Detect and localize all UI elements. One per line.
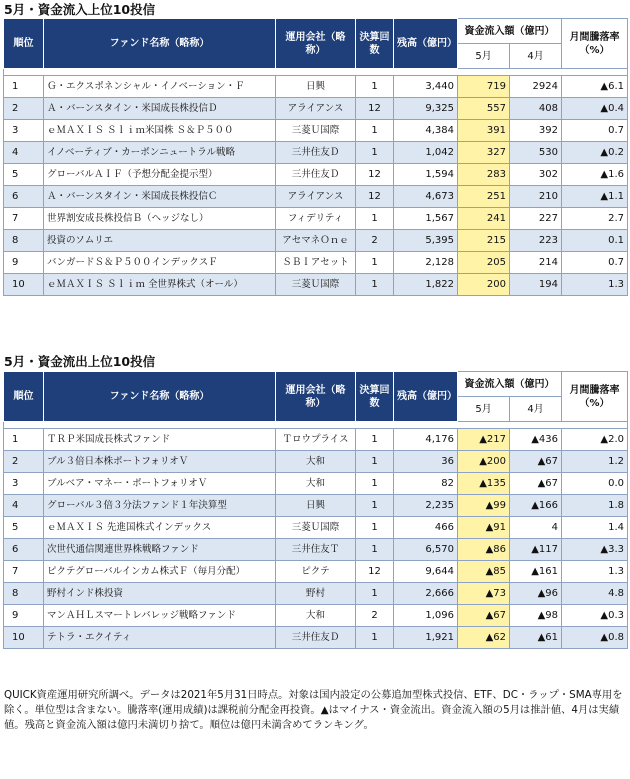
may-flow-cell: 215	[458, 230, 510, 252]
rank-cell: 1	[4, 429, 44, 451]
settlement-count-cell: 1	[356, 274, 394, 296]
rank-cell: 8	[4, 583, 44, 605]
rank-cell: 5	[4, 164, 44, 186]
table-row	[4, 252, 628, 274]
company-cell: 三菱Ｕ国際	[276, 517, 356, 539]
april-flow-cell: 227	[510, 208, 562, 230]
rank-cell: 6	[4, 539, 44, 561]
fund-name-cell: グローバルＡＩＦ（予想分配金提示型）	[44, 164, 276, 186]
fund-name-cell: グローバル３倍３分法ファンド１年決算型	[44, 495, 276, 517]
may-flow-cell: ▲62	[458, 627, 510, 649]
table-row	[4, 98, 628, 120]
rank-cell: 4	[4, 495, 44, 517]
table-row	[4, 274, 628, 296]
may-flow-cell: ▲67	[458, 605, 510, 627]
settlement-count-cell: 1	[356, 252, 394, 274]
monthly-return-cell: 4.8	[562, 583, 628, 605]
settlement-count-cell: 1	[356, 76, 394, 98]
rank-cell: 1	[4, 76, 44, 98]
header-fund-name: ファンド名称（略称）	[44, 372, 276, 422]
company-cell: 野村	[276, 583, 356, 605]
company-cell: 三菱Ｕ国際	[276, 274, 356, 296]
april-flow-cell: 194	[510, 274, 562, 296]
balance-cell: 1,096	[394, 605, 458, 627]
footnote: QUICK資産運用研究所調べ。データは2021年5月31日時点。対象は国内設定の公募追加型株式投信、ETF、DC・ラップ・SMA専用を除く。単位型は含まない。騰落率(運用成績)は課税前分配金再投資。▲はマイナス・資金流出。資金流入額の5月は推計値、4月は実績値。残高と資金流入額は億円未満切り捨て。順位は億円未満含めてランキング。	[4, 689, 623, 731]
fund-name-cell: ｅＭＡＸＩＳ Ｓｌｉｍ米国株 Ｓ＆Ｐ５００	[44, 120, 276, 142]
may-flow-cell: ▲135	[458, 473, 510, 495]
table-row	[4, 539, 628, 561]
balance-cell: 5,395	[394, 230, 458, 252]
company-cell: 大和	[276, 451, 356, 473]
company-cell: 三井住友Ｄ	[276, 142, 356, 164]
balance-cell: 2,666	[394, 583, 458, 605]
monthly-return-cell: 0.1	[562, 230, 628, 252]
company-cell: Ｔロウプライス	[276, 429, 356, 451]
april-flow-cell: 223	[510, 230, 562, 252]
table-row	[4, 583, 628, 605]
fund-name-cell: 野村インド株投資	[44, 583, 276, 605]
settlement-count-cell: 1	[356, 429, 394, 451]
company-cell: アライアンス	[276, 98, 356, 120]
settlement-count-cell: 1	[356, 451, 394, 473]
april-flow-cell: 210	[510, 186, 562, 208]
may-flow-cell: ▲73	[458, 583, 510, 605]
table-row	[4, 76, 628, 98]
rank-cell: 7	[4, 561, 44, 583]
table-row	[4, 605, 628, 627]
balance-cell: 9,644	[394, 561, 458, 583]
table-row	[4, 561, 628, 583]
april-flow-cell: ▲67	[510, 473, 562, 495]
company-cell: 三菱Ｕ国際	[276, 120, 356, 142]
rank-cell: 10	[4, 274, 44, 296]
spacer-row	[4, 422, 628, 429]
monthly-return-cell: 1.3	[562, 561, 628, 583]
april-flow-cell: ▲61	[510, 627, 562, 649]
may-flow-cell: 557	[458, 98, 510, 120]
may-flow-cell: ▲86	[458, 539, 510, 561]
table-row	[4, 473, 628, 495]
company-cell: 三井住友Ｄ	[276, 164, 356, 186]
settlement-count-cell: 12	[356, 561, 394, 583]
april-flow-cell: 392	[510, 120, 562, 142]
monthly-return-cell: 1.4	[562, 517, 628, 539]
company-cell: 三井住友Ｔ	[276, 539, 356, 561]
table-row	[4, 186, 628, 208]
rank-cell: 2	[4, 98, 44, 120]
may-flow-cell: 283	[458, 164, 510, 186]
rank-cell: 8	[4, 230, 44, 252]
fund-name-cell: テトラ・エクイティ	[44, 627, 276, 649]
header-cash-flow: 資金流入額（億円）	[458, 19, 562, 44]
monthly-return-cell: 1.2	[562, 451, 628, 473]
monthly-return-cell: ▲1.6	[562, 164, 628, 186]
balance-cell: 1,567	[394, 208, 458, 230]
rank-cell: 6	[4, 186, 44, 208]
company-cell: 大和	[276, 473, 356, 495]
april-flow-cell: 2924	[510, 76, 562, 98]
fund-name-cell: Ａ・バーンスタイン・米国成長株投信Ｃ	[44, 186, 276, 208]
rank-cell: 2	[4, 451, 44, 473]
monthly-return-cell: 0.7	[562, 252, 628, 274]
fund-name-cell: 投資のソムリエ	[44, 230, 276, 252]
april-flow-cell: 214	[510, 252, 562, 274]
settlement-count-cell: 12	[356, 186, 394, 208]
header-company: 運用会社（略称）	[276, 372, 356, 422]
balance-cell: 3,440	[394, 76, 458, 98]
may-flow-cell: 205	[458, 252, 510, 274]
header-settlements: 決算回数	[356, 372, 394, 422]
fund-name-cell: ピクテグローバルインカム株式Ｆ（毎月分配）	[44, 561, 276, 583]
fund-name-cell: Ｇ・エクスポネンシャル・イノベーション・Ｆ	[44, 76, 276, 98]
monthly-return-cell: 0.0	[562, 473, 628, 495]
april-flow-cell: ▲98	[510, 605, 562, 627]
rank-cell: 4	[4, 142, 44, 164]
april-flow-cell: 530	[510, 142, 562, 164]
balance-cell: 36	[394, 451, 458, 473]
company-cell: 日興	[276, 495, 356, 517]
table-row	[4, 230, 628, 252]
monthly-return-cell: ▲0.3	[562, 605, 628, 627]
balance-cell: 466	[394, 517, 458, 539]
header-monthly-return: 月間騰落率（%）	[562, 372, 628, 422]
fund-name-cell: ｅＭＡＸＩＳ Ｓｌｉｍ 全世界株式（オール）	[44, 274, 276, 296]
monthly-return-cell: ▲0.4	[562, 98, 628, 120]
spacer-row	[4, 69, 628, 76]
table-row	[4, 627, 628, 649]
fund-name-cell: ｅＭＡＸＩＳ 先進国株式インデックス	[44, 517, 276, 539]
may-flow-cell: ▲91	[458, 517, 510, 539]
monthly-return-cell: ▲6.1	[562, 76, 628, 98]
fund-name-cell: マンＡＨＬスマートレバレッジ戦略ファンド	[44, 605, 276, 627]
monthly-return-cell: ▲3.3	[562, 539, 628, 561]
table-row	[4, 451, 628, 473]
may-flow-cell: 327	[458, 142, 510, 164]
table-row	[4, 517, 628, 539]
table-row	[4, 120, 628, 142]
header-rank: 順位	[4, 19, 44, 69]
fund-name-cell: バンガードＳ＆Ｐ５００インデックスＦ	[44, 252, 276, 274]
rank-cell: 9	[4, 252, 44, 274]
balance-cell: 82	[394, 473, 458, 495]
table-row	[4, 495, 628, 517]
settlement-count-cell: 1	[356, 627, 394, 649]
header-balance: 残高（億円）	[394, 372, 458, 422]
april-flow-cell: ▲161	[510, 561, 562, 583]
may-flow-cell: 251	[458, 186, 510, 208]
fund-name-cell: ブル３倍日本株ポートフォリオＶ	[44, 451, 276, 473]
monthly-return-cell: ▲0.2	[562, 142, 628, 164]
inflow-section-title: 5月・資金流入上位10投信	[4, 2, 156, 17]
header-cash-flow: 資金流入額（億円）	[458, 372, 562, 397]
april-flow-cell: 408	[510, 98, 562, 120]
balance-cell: 4,673	[394, 186, 458, 208]
settlement-count-cell: 1	[356, 583, 394, 605]
rank-cell: 3	[4, 473, 44, 495]
settlement-count-cell: 1	[356, 120, 394, 142]
table-row	[4, 142, 628, 164]
header-balance: 残高（億円）	[394, 19, 458, 69]
settlement-count-cell: 2	[356, 230, 394, 252]
monthly-return-cell: 2.7	[562, 208, 628, 230]
april-flow-cell: 4	[510, 517, 562, 539]
may-flow-cell: ▲99	[458, 495, 510, 517]
table-row	[4, 164, 628, 186]
monthly-return-cell: ▲0.8	[562, 627, 628, 649]
company-cell: フィデリティ	[276, 208, 356, 230]
header-may: 5月	[458, 397, 510, 422]
balance-cell: 9,325	[394, 98, 458, 120]
balance-cell: 4,384	[394, 120, 458, 142]
may-flow-cell: ▲217	[458, 429, 510, 451]
outflow-section-title: 5月・資金流出上位10投信	[4, 354, 156, 369]
rank-cell: 5	[4, 517, 44, 539]
settlement-count-cell: 12	[356, 164, 394, 186]
fund-name-cell: イノベーティブ・カーボンニュートラル戦略	[44, 142, 276, 164]
company-cell: アライアンス	[276, 186, 356, 208]
balance-cell: 2,128	[394, 252, 458, 274]
rank-cell: 3	[4, 120, 44, 142]
company-cell: 三井住友Ｄ	[276, 627, 356, 649]
balance-cell: 4,176	[394, 429, 458, 451]
company-cell: ピクテ	[276, 561, 356, 583]
settlement-count-cell: 1	[356, 517, 394, 539]
company-cell: 日興	[276, 76, 356, 98]
fund-name-cell: 次世代通信関連世界株戦略ファンド	[44, 539, 276, 561]
table-row	[4, 429, 628, 451]
fund-name-cell: Ａ・バーンスタイン・米国成長株投信Ｄ	[44, 98, 276, 120]
settlement-count-cell: 2	[356, 605, 394, 627]
monthly-return-cell: ▲2.0	[562, 429, 628, 451]
rank-cell: 10	[4, 627, 44, 649]
monthly-return-cell: ▲1.1	[562, 186, 628, 208]
header-company: 運用会社（略称）	[276, 19, 356, 69]
rank-cell: 9	[4, 605, 44, 627]
fund-name-cell: ＴＲＰ米国成長株式ファンド	[44, 429, 276, 451]
header-rank: 順位	[4, 372, 44, 422]
fund-name-cell: ブルベア・マネー・ポートフォリオＶ	[44, 473, 276, 495]
header-settlements: 決算回数	[356, 19, 394, 69]
balance-cell: 6,570	[394, 539, 458, 561]
settlement-count-cell: 1	[356, 142, 394, 164]
header-fund-name: ファンド名称（略称）	[44, 19, 276, 69]
may-flow-cell: ▲200	[458, 451, 510, 473]
settlement-count-cell: 1	[356, 495, 394, 517]
fund-name-cell: 世界割安成長株投信Ｂ（ヘッジなし）	[44, 208, 276, 230]
monthly-return-cell: 1.8	[562, 495, 628, 517]
may-flow-cell: 391	[458, 120, 510, 142]
company-cell: ＳＢＩアセット	[276, 252, 356, 274]
april-flow-cell: 302	[510, 164, 562, 186]
header-may: 5月	[458, 44, 510, 69]
settlement-count-cell: 1	[356, 539, 394, 561]
may-flow-cell: 241	[458, 208, 510, 230]
header-april: 4月	[510, 397, 562, 422]
april-flow-cell: ▲166	[510, 495, 562, 517]
monthly-return-cell: 1.3	[562, 274, 628, 296]
balance-cell: 1,921	[394, 627, 458, 649]
table-row	[4, 208, 628, 230]
april-flow-cell: ▲67	[510, 451, 562, 473]
april-flow-cell: ▲117	[510, 539, 562, 561]
balance-cell: 1,594	[394, 164, 458, 186]
header-monthly-return: 月間騰落率（%）	[562, 19, 628, 69]
settlement-count-cell: 1	[356, 208, 394, 230]
april-flow-cell: ▲436	[510, 429, 562, 451]
balance-cell: 1,822	[394, 274, 458, 296]
outflow-table	[3, 371, 628, 649]
monthly-return-cell: 0.7	[562, 120, 628, 142]
may-flow-cell: 200	[458, 274, 510, 296]
inflow-table	[3, 18, 628, 296]
company-cell: 大和	[276, 605, 356, 627]
april-flow-cell: ▲96	[510, 583, 562, 605]
settlement-count-cell: 1	[356, 473, 394, 495]
company-cell: アセマネＯｎｅ	[276, 230, 356, 252]
header-april: 4月	[510, 44, 562, 69]
balance-cell: 2,235	[394, 495, 458, 517]
rank-cell: 7	[4, 208, 44, 230]
balance-cell: 1,042	[394, 142, 458, 164]
settlement-count-cell: 12	[356, 98, 394, 120]
may-flow-cell: ▲85	[458, 561, 510, 583]
may-flow-cell: 719	[458, 76, 510, 98]
